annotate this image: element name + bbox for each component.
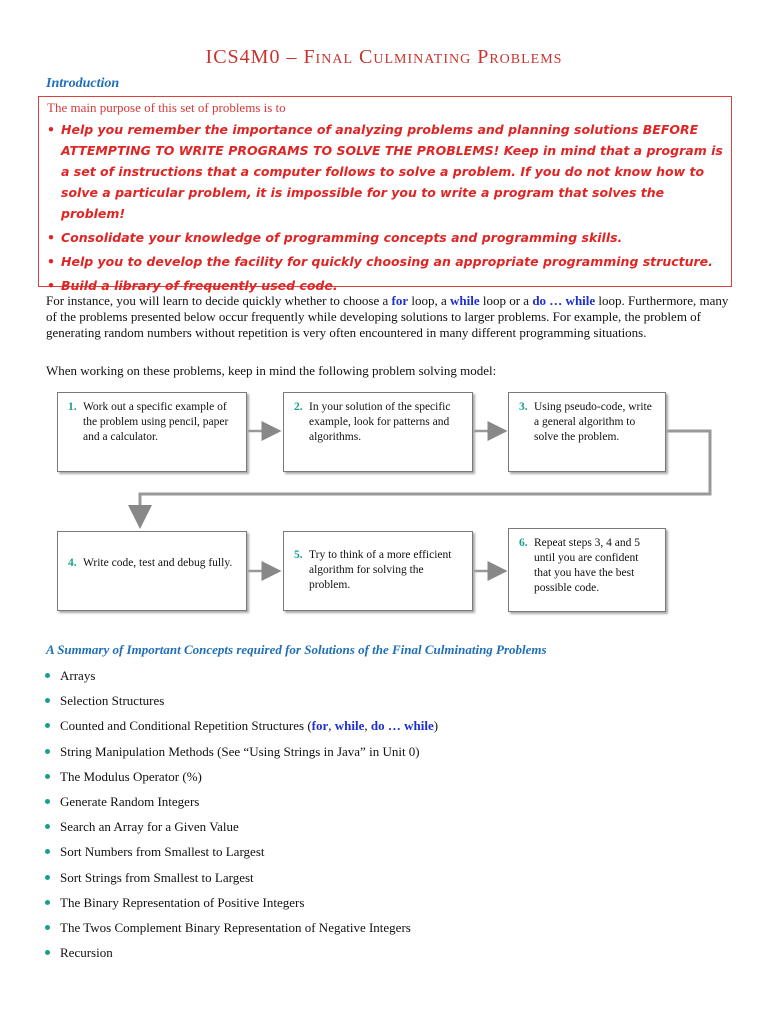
step-number: 4. (68, 557, 77, 569)
bullet-icon: • (47, 122, 55, 137)
keyword-while: while (449, 293, 480, 308)
intro-bullet-text: Help you remember the importance of analyzing problems and planning solutions BEFORE ATTEMPTING TO WRITE PROGRAMS TO SOLVE THE PROBLEMS! Keep in mind that a program is a set of instructions that a computer follows to solve a problem. If you do not know how to solve a particular problem, it is impossible for you to write a program that solves the problem! (61, 122, 723, 221)
page-title: ICS4M0 – Final Culminating Problems (205, 46, 563, 68)
intro-bullet-text: Build a library of frequently used code. (61, 278, 338, 293)
model-intro-paragraph: When working on these problems, keep in mind the following problem solving model: (46, 363, 497, 378)
concepts-list (44, 667, 438, 969)
step-number: 1. (68, 401, 77, 413)
concept-item (44, 869, 438, 894)
intro-lead: The main purpose of this set of problems is to (47, 100, 286, 115)
concept-item (44, 768, 438, 793)
concept-text: The Modulus Operator (%) (60, 768, 202, 784)
step-number: 5. (294, 549, 303, 561)
bullet-icon (45, 824, 50, 829)
step-text: Try to think of a more efficient algorithm for solving the problem. (309, 549, 452, 591)
paragraph-text: Furthermore, many of the problems presented below occur frequently while developing solutions to larger problems. For example, the problem of generating random numbers without repetition is very often encountered in many different programming situations. (46, 293, 729, 340)
paragraph-text: loop, a (408, 293, 450, 308)
bullet-icon: • (47, 230, 55, 245)
step-text: Write code, test and debug fully. (83, 557, 233, 569)
bullet-icon (45, 749, 50, 754)
bullet-icon (45, 950, 50, 955)
concept-item (44, 843, 438, 868)
bullet-icon (45, 849, 50, 854)
concept-text: Recursion (60, 945, 113, 961)
bullet-icon: • (47, 254, 55, 269)
concept-text: The Twos Complement Binary Representation of Negative Integers (60, 919, 411, 935)
step-box-6 (508, 528, 666, 612)
step-number: 3. (519, 401, 528, 413)
paragraph-text: For instance, you will learn to decide quickly whether to choose a (46, 293, 392, 308)
concept-item (44, 793, 438, 818)
paragraph-text: loop. (595, 293, 625, 308)
keyword-while: while (334, 718, 365, 734)
concept-text: The Binary Representation of Positive Integers (60, 894, 305, 910)
concept-text: ) (433, 718, 439, 734)
intro-bullet-text: Consolidate your knowledge of programming concepts and programming skills. (61, 230, 623, 245)
concept-text: Sort Strings from Smallest to Largest (60, 869, 254, 885)
bullet-icon (45, 925, 50, 930)
concept-text: String Manipulation Methods (See “Using Strings in Java” in Unit 0) (60, 743, 420, 759)
bullet-icon (45, 698, 50, 703)
bullet-icon (45, 875, 50, 880)
summary-heading: A Summary of Important Concepts required for Solutions of the Final Culminating Problems (46, 642, 547, 657)
concept-text: , (328, 718, 335, 734)
bullet-icon (45, 723, 50, 728)
concept-item (44, 818, 438, 843)
keyword-for: for (311, 718, 329, 734)
concept-text: Selection Structures (60, 693, 165, 709)
concept-item (44, 919, 438, 944)
concept-text: Arrays (60, 668, 96, 683)
concept-item (44, 743, 438, 768)
concept-item (44, 667, 438, 692)
concept-item (44, 894, 438, 919)
concept-text: Sort Numbers from Smallest to Largest (60, 844, 265, 860)
keyword-do-while: do … while (370, 718, 434, 734)
concept-text: Generate Random Integers (60, 793, 200, 809)
bullet-icon (45, 774, 50, 779)
keyword-for: for (391, 293, 409, 308)
paragraph-text: loop or a (479, 293, 533, 308)
intro-heading: Introduction (46, 76, 120, 91)
concept-text: Counted and Conditional Repetition Structures ( (60, 718, 312, 734)
bullet-icon (45, 673, 50, 678)
step-box-2 (283, 392, 473, 472)
bullet-icon (45, 900, 50, 905)
step-box-3 (508, 392, 666, 472)
step-number: 6. (519, 537, 528, 549)
concept-text: , (364, 718, 371, 734)
concept-item (44, 692, 438, 717)
step-text: Using pseudo-code, write a general algorithm to solve the problem. (534, 401, 652, 443)
concept-item (44, 944, 438, 969)
intro-bullet-text: Help you to develop the facility for quickly choosing an appropriate programming structure. (61, 254, 713, 269)
step-text: In your solution of the specific example, look for patterns and algorithms. (309, 401, 451, 443)
step-text: Repeat steps 3, 4 and 5 until you are confident that you have the best possible code. (534, 537, 641, 594)
bullet-icon: • (47, 278, 55, 293)
bullet-icon (45, 799, 50, 804)
keyword-do-while: do … while (532, 293, 596, 308)
step-text: Work out a specific example of the problem using pencil, paper and a calculator. (83, 401, 229, 443)
step-box-4 (57, 531, 247, 611)
step-box-1 (57, 392, 247, 472)
concept-item (44, 717, 438, 742)
concept-text: Search an Array for a Given Value (60, 819, 239, 835)
step-box-5 (283, 531, 473, 611)
step-number: 2. (294, 401, 303, 413)
